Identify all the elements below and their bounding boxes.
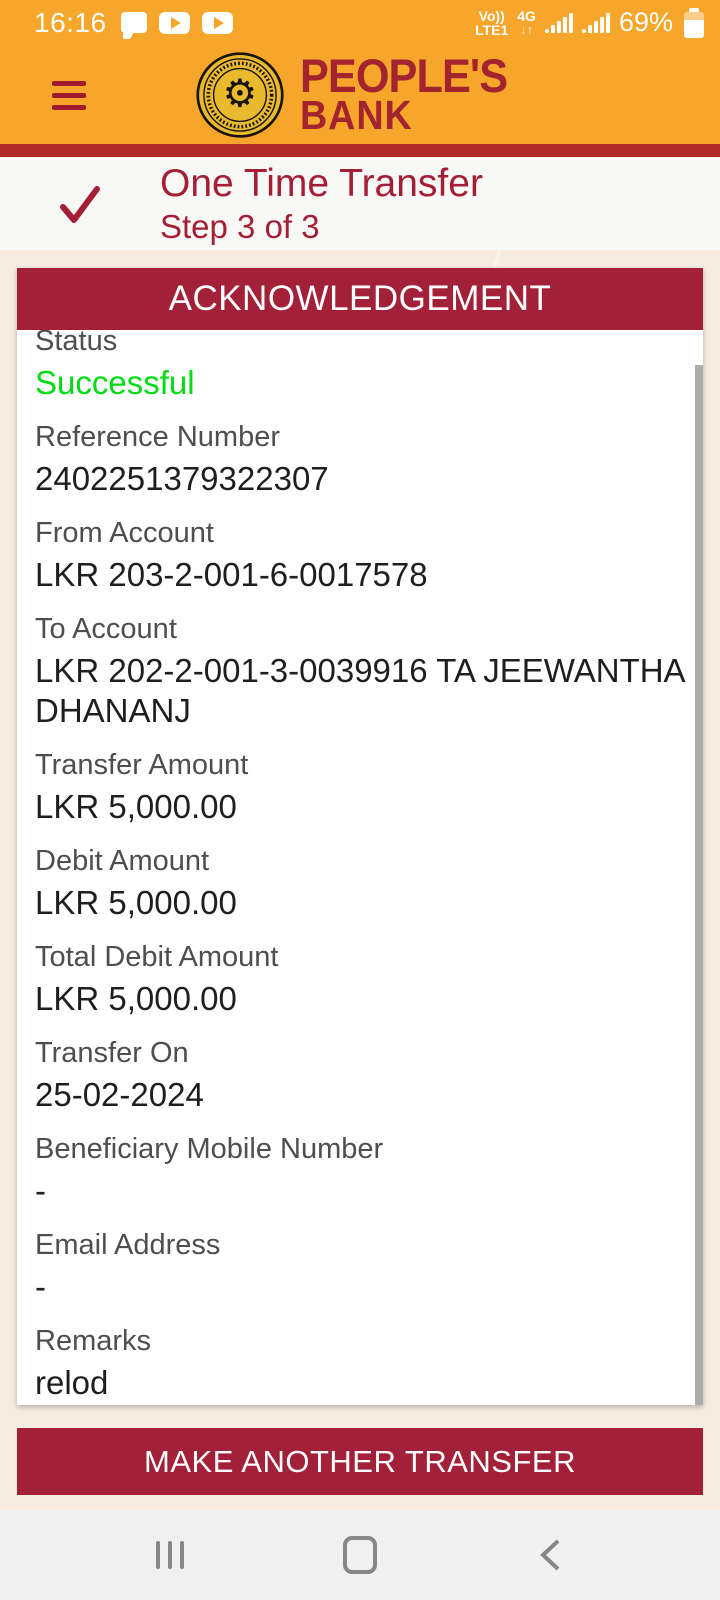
field-row — [35, 1035, 685, 1115]
video-notification-icon — [159, 12, 190, 34]
step-complete-check-icon — [57, 183, 103, 225]
make-another-transfer-button[interactable]: MAKE ANOTHER TRANSFER — [17, 1428, 703, 1495]
field-row — [35, 1131, 685, 1211]
page-title-bar — [0, 157, 720, 250]
field-value: LKR 202-2-001-3-0039916 TA JEEWANTHA DHANANJ — [35, 652, 684, 729]
notification-icons — [121, 12, 233, 34]
field-value: LKR 5,000.00 — [35, 788, 237, 825]
field-value: Successful — [35, 364, 195, 401]
volte-indicator: Vo)) LTE1 — [475, 7, 509, 38]
field-label: To Account — [35, 613, 177, 645]
acknowledgement-card — [17, 268, 703, 1405]
bank-logo — [0, 45, 720, 144]
battery-percent: 69% — [618, 7, 673, 37]
system-status-icons — [475, 7, 704, 38]
field-label: Beneficiary Mobile Number — [35, 1133, 384, 1165]
field-row — [35, 1323, 685, 1403]
field-row — [35, 419, 685, 499]
field-label: From Account — [35, 517, 214, 549]
recents-icon[interactable] — [140, 1525, 200, 1585]
android-navigation-bar — [0, 1510, 720, 1600]
field-list — [17, 330, 703, 1405]
field-label: Debit Amount — [35, 845, 210, 877]
app-header — [0, 45, 720, 144]
network-type-indicator: 4G ↓↑ — [517, 7, 536, 37]
field-value: - — [35, 1172, 46, 1209]
field-value: 25-02-2024 — [35, 1076, 204, 1113]
back-icon[interactable] — [520, 1525, 580, 1585]
field-label: Transfer On — [35, 1037, 189, 1069]
field-row — [35, 515, 685, 595]
field-row — [35, 939, 685, 1019]
status-bar — [0, 0, 720, 45]
field-label: Transfer Amount — [35, 749, 249, 781]
field-row — [35, 747, 685, 827]
battery-icon — [684, 8, 704, 38]
field-value: relod — [35, 1364, 109, 1401]
header-divider — [0, 144, 720, 157]
field-row — [35, 330, 685, 403]
field-row — [35, 843, 685, 923]
video-notification-icon — [202, 12, 233, 34]
field-value: LKR 5,000.00 — [35, 884, 237, 921]
page-title: One Time Transfer — [160, 161, 483, 205]
field-value: LKR 5,000.00 — [35, 980, 237, 1017]
scrollbar-thumb[interactable] — [695, 365, 703, 1405]
field-row — [35, 1227, 685, 1307]
step-indicator: Step 3 of 3 — [160, 207, 320, 245]
svg-text:⚙: ⚙ — [223, 71, 258, 115]
field-label: Remarks — [35, 1325, 152, 1357]
field-value: 2402251379322307 — [35, 460, 329, 497]
field-value: LKR 203-2-001-6-0017578 — [35, 556, 428, 593]
field-label: Status — [35, 330, 118, 357]
field-row — [35, 611, 685, 731]
card-banner: ACKNOWLEDGEMENT — [17, 268, 703, 330]
field-label: Total Debit Amount — [35, 941, 279, 973]
signal-strength-icon — [545, 13, 573, 33]
signal-strength-icon-2 — [582, 13, 610, 33]
bank-seal-icon — [194, 51, 286, 139]
field-label: Email Address — [35, 1229, 221, 1261]
clock: 16:16 — [34, 6, 107, 38]
message-notification-icon — [121, 12, 147, 33]
field-label: Reference Number — [35, 421, 280, 453]
home-icon[interactable] — [330, 1525, 390, 1585]
bank-name: PEOPLE'S BANK — [300, 49, 508, 139]
field-value: - — [35, 1268, 46, 1305]
